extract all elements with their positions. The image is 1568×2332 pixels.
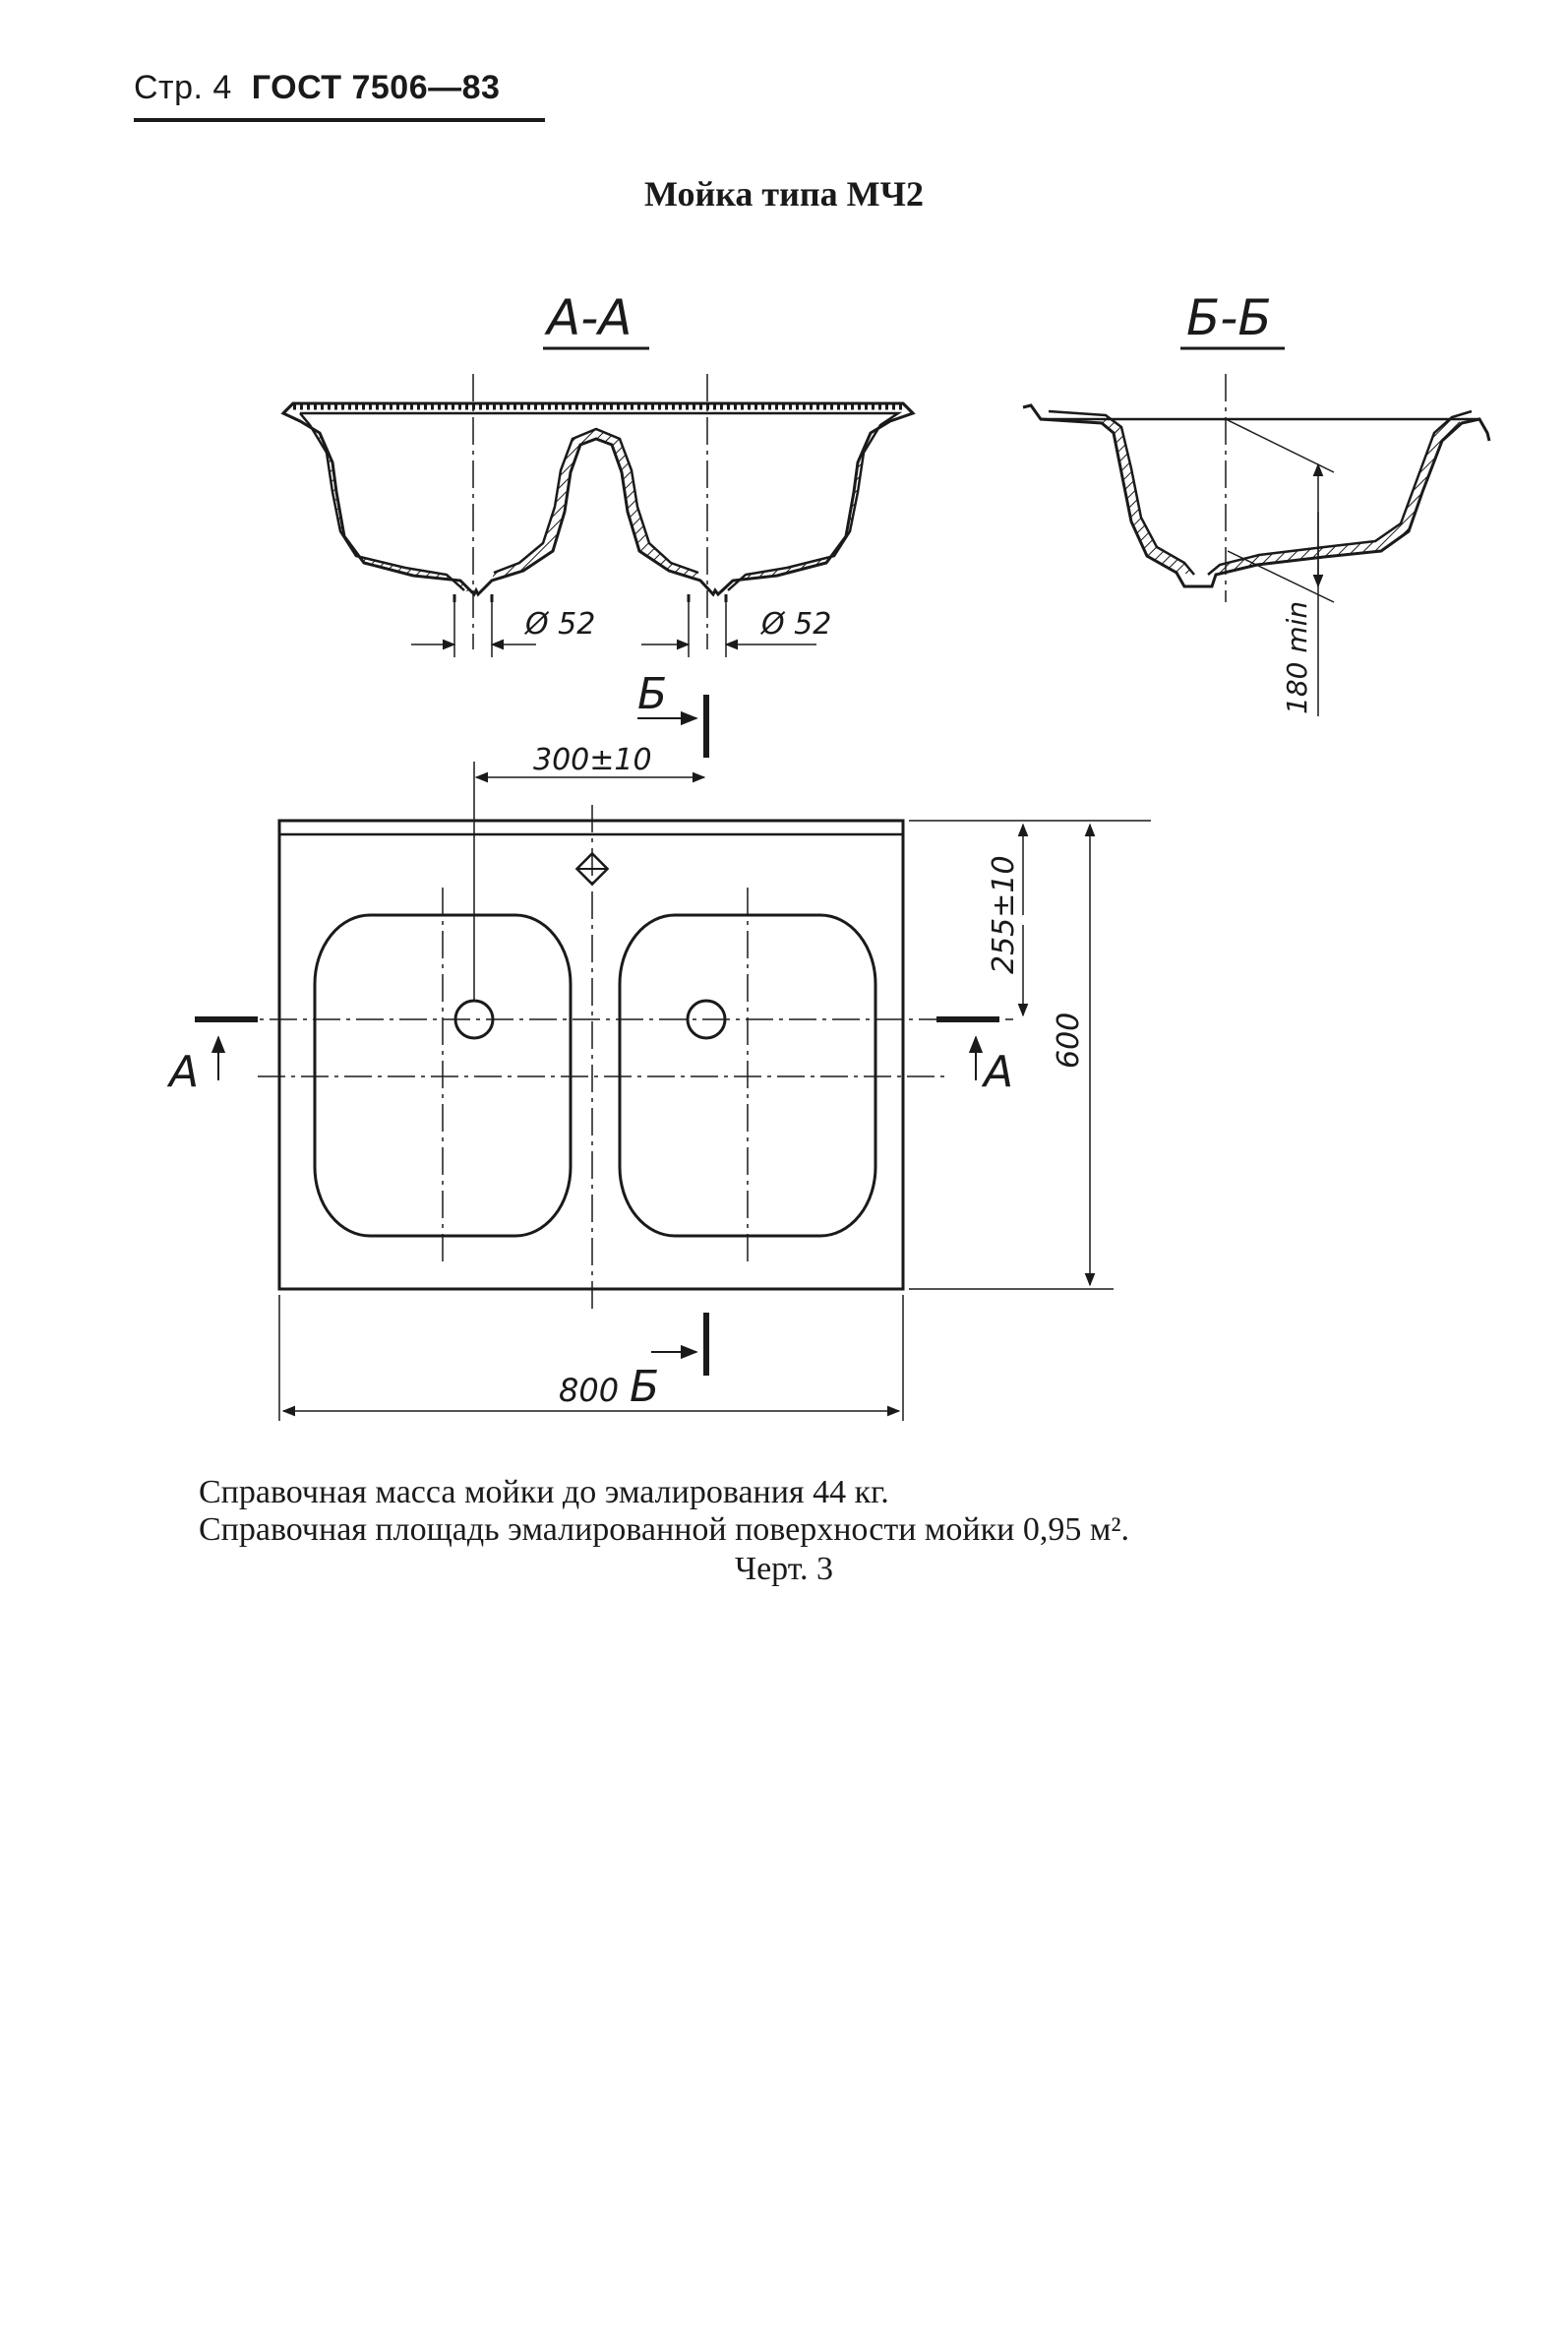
section-aa-view	[283, 289, 913, 657]
section-bb-view	[1023, 289, 1489, 716]
drain-diameter-right: Ø 52	[761, 607, 832, 642]
page-number: Стр. 4	[134, 69, 232, 106]
note-mass: Справочная масса мойки до эмалирования 44 кг.	[199, 1474, 889, 1510]
section-aa-label: А-А	[547, 289, 633, 346]
figure-caption: Черт. 3	[734, 1551, 834, 1587]
drain-diameter-left: Ø 52	[525, 607, 596, 642]
section-bb-wall-hatch	[1102, 415, 1462, 575]
cut-a-letter-right: А	[984, 1047, 1014, 1097]
section-bb-label: Б-Б	[1186, 289, 1272, 346]
dim-drain-spacing: 300±10	[533, 743, 652, 777]
cut-b-letter-top: Б	[637, 669, 668, 719]
depth-min-label: 180 min	[1281, 600, 1313, 714]
note-area: Справочная площадь эмалированной поверхности мойки 0,95 м².	[199, 1511, 1130, 1548]
plan-view	[166, 669, 1151, 1421]
cut-a-letter-left: А	[169, 1047, 200, 1097]
sink-outline	[279, 821, 903, 1289]
depth-ext-top	[1226, 419, 1334, 472]
standard-number: ГОСТ 7506—83	[251, 69, 501, 106]
dim-drain-offset: 255±10	[987, 855, 1021, 974]
dim-width-overall: 800	[559, 1372, 620, 1409]
cut-b-letter-bottom: Б	[630, 1362, 660, 1412]
section-aa-wall-hatch-middle	[492, 429, 700, 581]
dim-depth-overall: 600	[1052, 1012, 1086, 1069]
page-title: Мойка типа МЧ2	[643, 174, 924, 214]
